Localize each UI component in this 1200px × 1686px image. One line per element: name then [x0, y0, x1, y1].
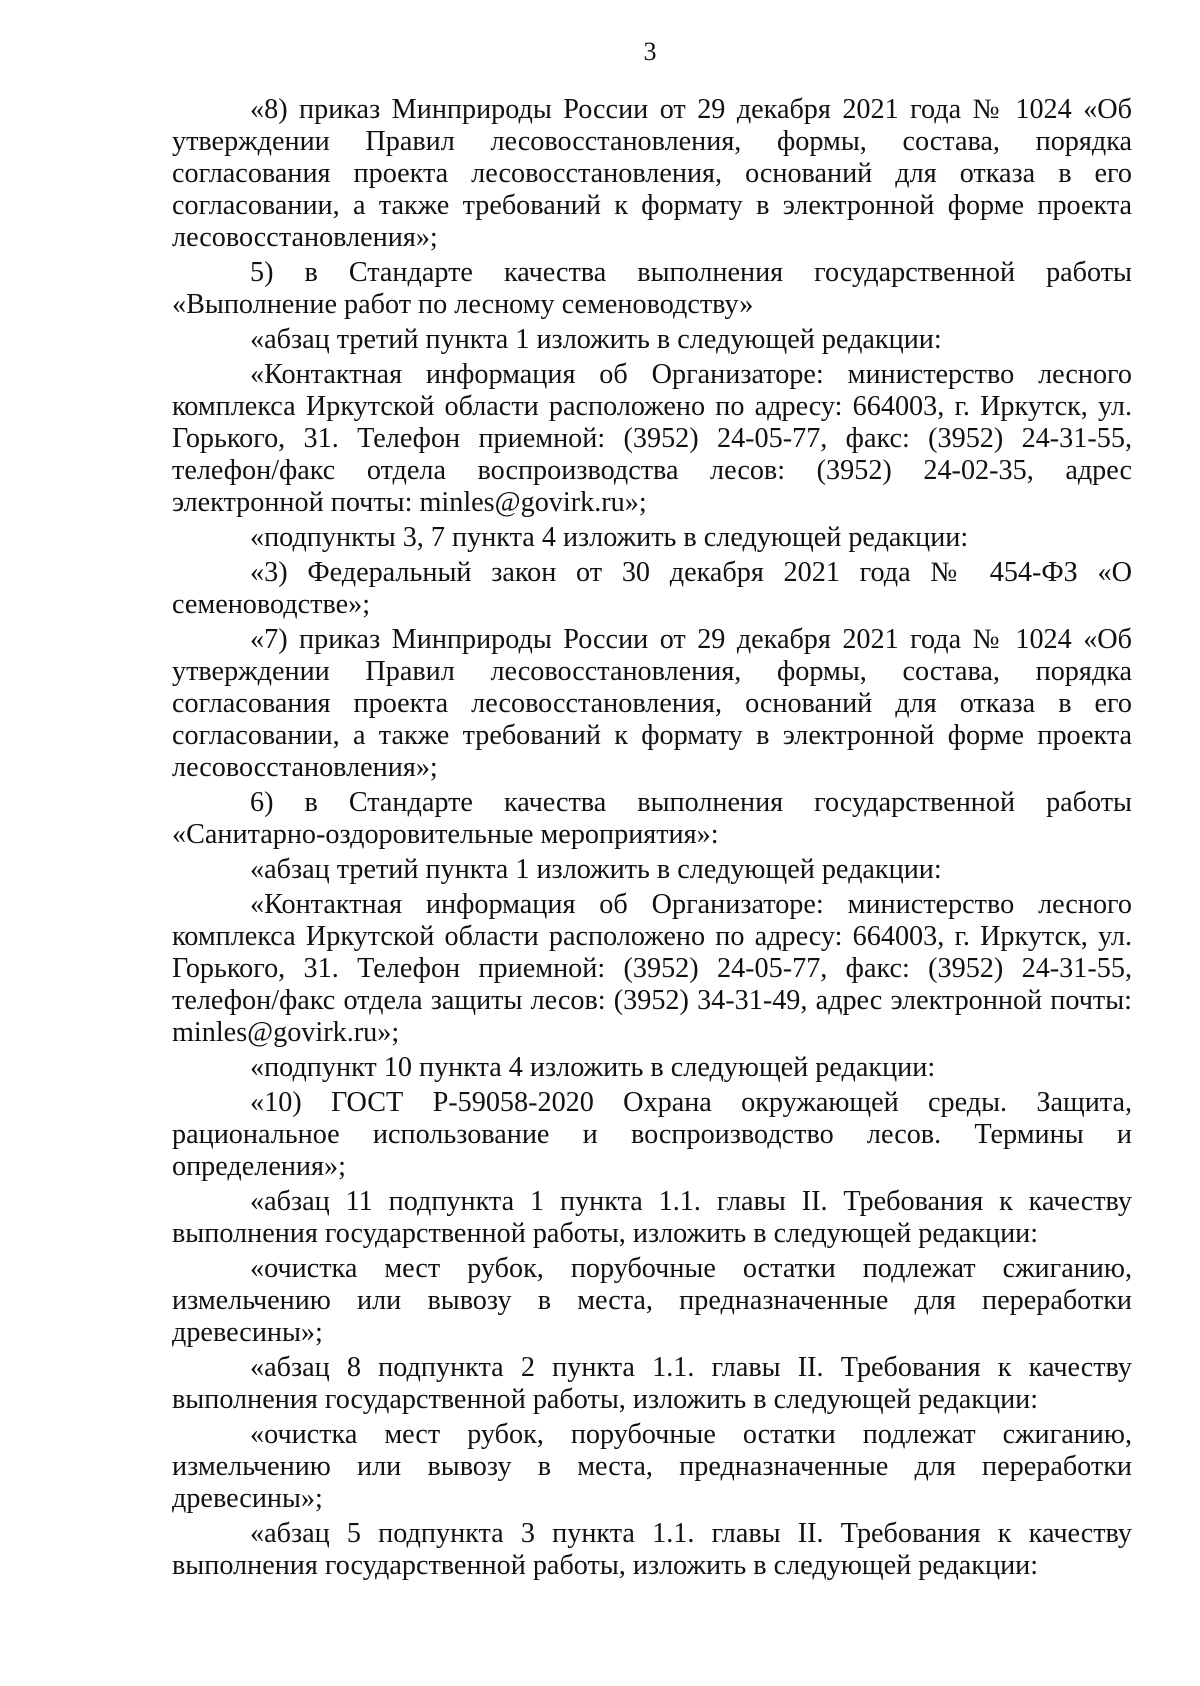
paragraph-contact-info-reproduction: «Контактная информация об Организаторе: министерство лесного комплекса Иркутской области расположено по адресу: 664003, г. Иркутск, ул. Горького, 31. Телефон приемной: (3952) 24-05-77, факс: (3952) 24-31-55, телефон/факс отдела воспроизводства лесов: (3952) 24-02-35, адрес электронной почты: minles@govirk.ru»; [172, 359, 1132, 518]
paragraph-amend-clause-1-sanitary: «абзац третий пункта 1 изложить в следующей редакции: [250, 854, 942, 885]
paragraph-item-7-order: «7) приказ Минприроды России от 29 декабря 2021 года № 1024 «Об утверждении Правил лесовосстановления, формы, состава, порядка согласования проекта лесовосстановления, оснований для отказа в его согласовании, а также требований к формату в электронной форме проекта лесовосстановления»; [172, 624, 1132, 783]
paragraph-amend-abzac-11: «абзац 11 подпункта 1 пункта 1.1. главы II. Требования к качеству выполнения государственной работы, изложить в следующей редакции: [172, 1186, 1132, 1249]
paragraph-cleanup-1: «очистка мест рубок, порубочные остатки подлежат сжиганию, измельчению или вывозу в места, предназначенные для переработки древесины»; [172, 1253, 1132, 1348]
document-body [172, 94, 1132, 1582]
page-number: 3 [643, 37, 657, 66]
paragraph-federal-law: «3) Федеральный закон от 30 декабря 2021 года № 454-ФЗ «О семеноводстве»; [172, 557, 1132, 620]
paragraph-amend-subclauses-3-7: «подпункты 3, 7 пункта 4 изложить в следующей редакции: [250, 522, 969, 553]
paragraph-contact-info-protection: «Контактная информация об Организаторе: министерство лесного комплекса Иркутской области расположено по адресу: 664003, г. Иркутск, ул. Горького, 31. Телефон приемной: (3952) 24-05-77, факс: (3952) 24-31-55, телефон/факс отдела защиты лесов: (3952) 34-31-49, адрес электронной почты: minles@govirk.ru»; [172, 889, 1132, 1048]
paragraph-amend-abzac-5: «абзац 5 подпункта 3 пункта 1.1. главы II. Требования к качеству выполнения государственной работы, изложить в следующей редакции: [172, 1518, 1132, 1581]
paragraph-cleanup-2: «очистка мест рубок, порубочные остатки подлежат сжиганию, измельчению или вывозу в места, предназначенные для переработки древесины»; [172, 1419, 1132, 1514]
paragraph-amend-abzac-8: «абзац 8 подпункта 2 пункта 1.1. главы II. Требования к качеству выполнения государственной работы, изложить в следующей редакции: [172, 1352, 1132, 1415]
paragraph-item-5-seed-standard: 5) в Стандарте качества выполнения государственной работы «Выполнение работ по лесному семеноводству» [172, 257, 1132, 320]
paragraph-item-6-sanitary-standard: 6) в Стандарте качества выполнения государственной работы «Санитарно-оздоровительные мероприятия»: [172, 787, 1132, 850]
paragraph-item-8-order: «8) приказ Минприроды России от 29 декабря 2021 года № 1024 «Об утверждении Правил лесовосстановления, формы, состава, порядка согласования проекта лесовосстановления, оснований для отказа в его согласовании, а также требований к формату в электронной форме проекта лесовосстановления»; [172, 94, 1132, 253]
paragraph-gost: «10) ГОСТ Р-59058-2020 Охрана окружающей среды. Защита, рациональное использование и воспроизводство лесов. Термины и определения»; [172, 1087, 1132, 1182]
paragraph-amend-clause-1: «абзац третий пункта 1 изложить в следующей редакции: [250, 324, 942, 355]
paragraph-amend-subclause-10: «подпункт 10 пункта 4 изложить в следующей редакции: [250, 1052, 936, 1083]
